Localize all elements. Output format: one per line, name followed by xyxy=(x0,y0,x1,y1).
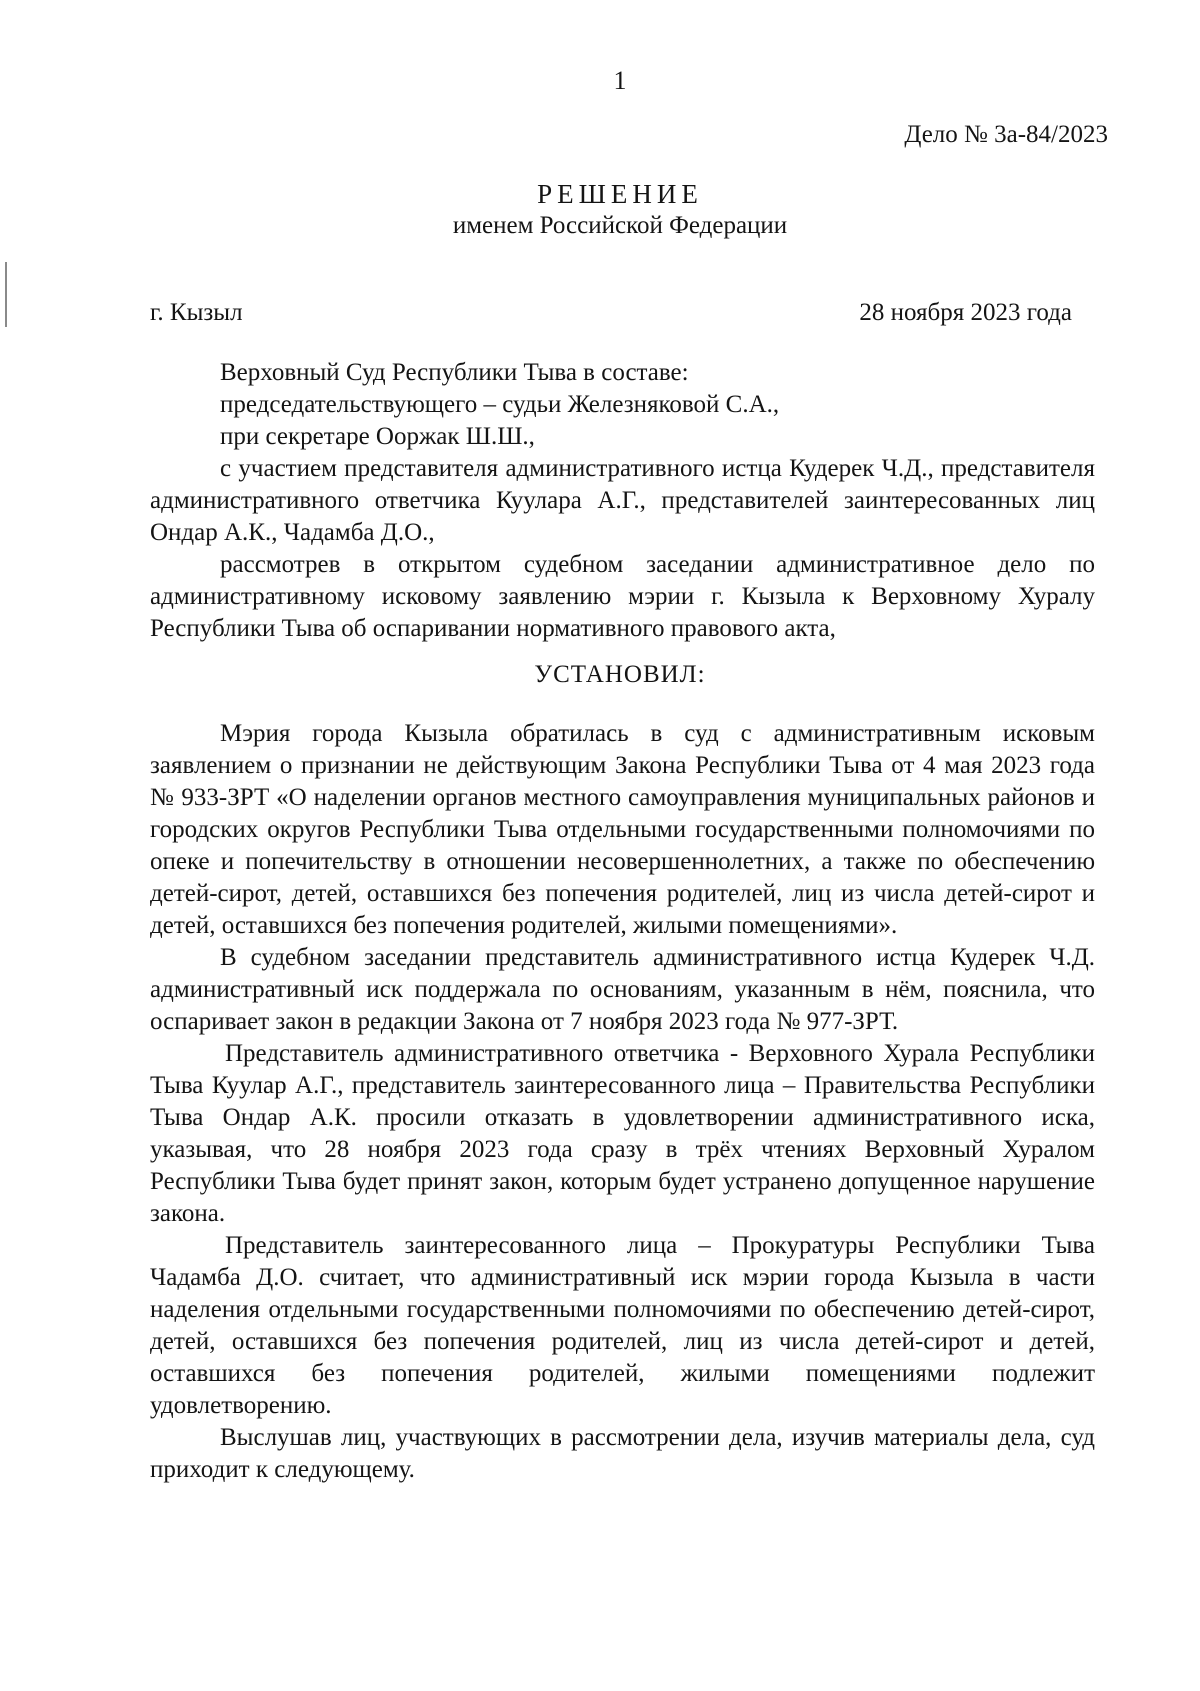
paragraph: В судебном заседании представитель административного истца Кудерек Ч.Д. административный иск поддержала по основаниям, указанным в нём, пояснила, что оспаривает закон в редакции Закона от 7 ноября 2023 года № 977-ЗРТ. xyxy=(150,944,1095,1035)
city: г. Кызыл xyxy=(150,299,243,326)
intro-considered: рассмотрев в открытом судебном заседании административное дело по административному исковому заявлению мэрии г. Кызыла к Верховному Хуралу Республики Тыва об оспаривании нормативного правового акта, xyxy=(150,551,1095,642)
page-number: 1 xyxy=(613,66,627,95)
paragraph: Представитель заинтересованного лица – Прокуратуры Республики Тыва Чадамба Д.О. считает, что административный иск мэрии города Кызыла в части наделения отдельными государственными полномочиями по обеспечению детей-сирот, детей, оставшихся без попечения родителей, лиц из числа детей-сирот и детей, оставшихся без попечения родителей, жилыми помещениями подлежит удовлетворению. xyxy=(150,1232,1095,1419)
scan-margin-mark xyxy=(5,262,7,327)
decision-date: 28 ноября 2023 года xyxy=(859,299,1072,326)
case-number: Дело № 3а-84/2023 xyxy=(904,121,1108,148)
intro-presiding: председательствующего – судьи Железняковой С.А., xyxy=(220,391,780,418)
paragraph: Выслушав лиц, участвующих в рассмотрении дела, изучив материалы дела, суд приходит к следующему. xyxy=(150,1424,1095,1483)
document-subtitle: именем Российской Федерации xyxy=(452,212,788,239)
intro-court: Верховный Суд Республики Тыва в составе: xyxy=(220,359,689,386)
paragraph: Мэрия города Кызыла обратилась в суд с административным исковым заявлением о признании не действующим Закона Республики Тыва от 4 мая 2023 года № 933-ЗРТ «О наделении органов местного самоуправления муниципальных районов и городских округов Республики Тыва отдельными государственными полномочиями по опеке и попечительству в отношении несовершеннолетних, а также по обеспечению детей-сирот, детей, оставшихся без попечения родителей, лиц из числа детей-сирот и детей, оставшихся без попечения родителей, жилыми помещениями». xyxy=(150,720,1095,939)
intro-participants: с участием представителя административного истца Кудерек Ч.Д., представителя административного ответчика Куулара А.Г., представителей заинтересованных лиц Ондар А.К., Чадамба Д.О., xyxy=(150,455,1095,546)
intro-secretary: при секретаре Ооржак Ш.Ш., xyxy=(220,423,535,450)
paragraph: Представитель административного ответчика - Верховного Хурала Республики Тыва Куулар А.Г., представитель заинтересованного лица – Правительства Республики Тыва Ондар А.К. просили отказать в удовлетворении административного иска, указывая, что 28 ноября 2023 года сразу в трёх чтениях Верховный Хуралом Республики Тыва будет принят закон, которым будет устранено допущенное нарушение закона. xyxy=(150,1040,1095,1227)
section-heading: УСТАНОВИЛ: xyxy=(534,661,706,688)
findings-block xyxy=(150,718,1095,1486)
document-title: РЕШЕНИЕ xyxy=(537,179,703,209)
intro-block xyxy=(150,357,1095,645)
